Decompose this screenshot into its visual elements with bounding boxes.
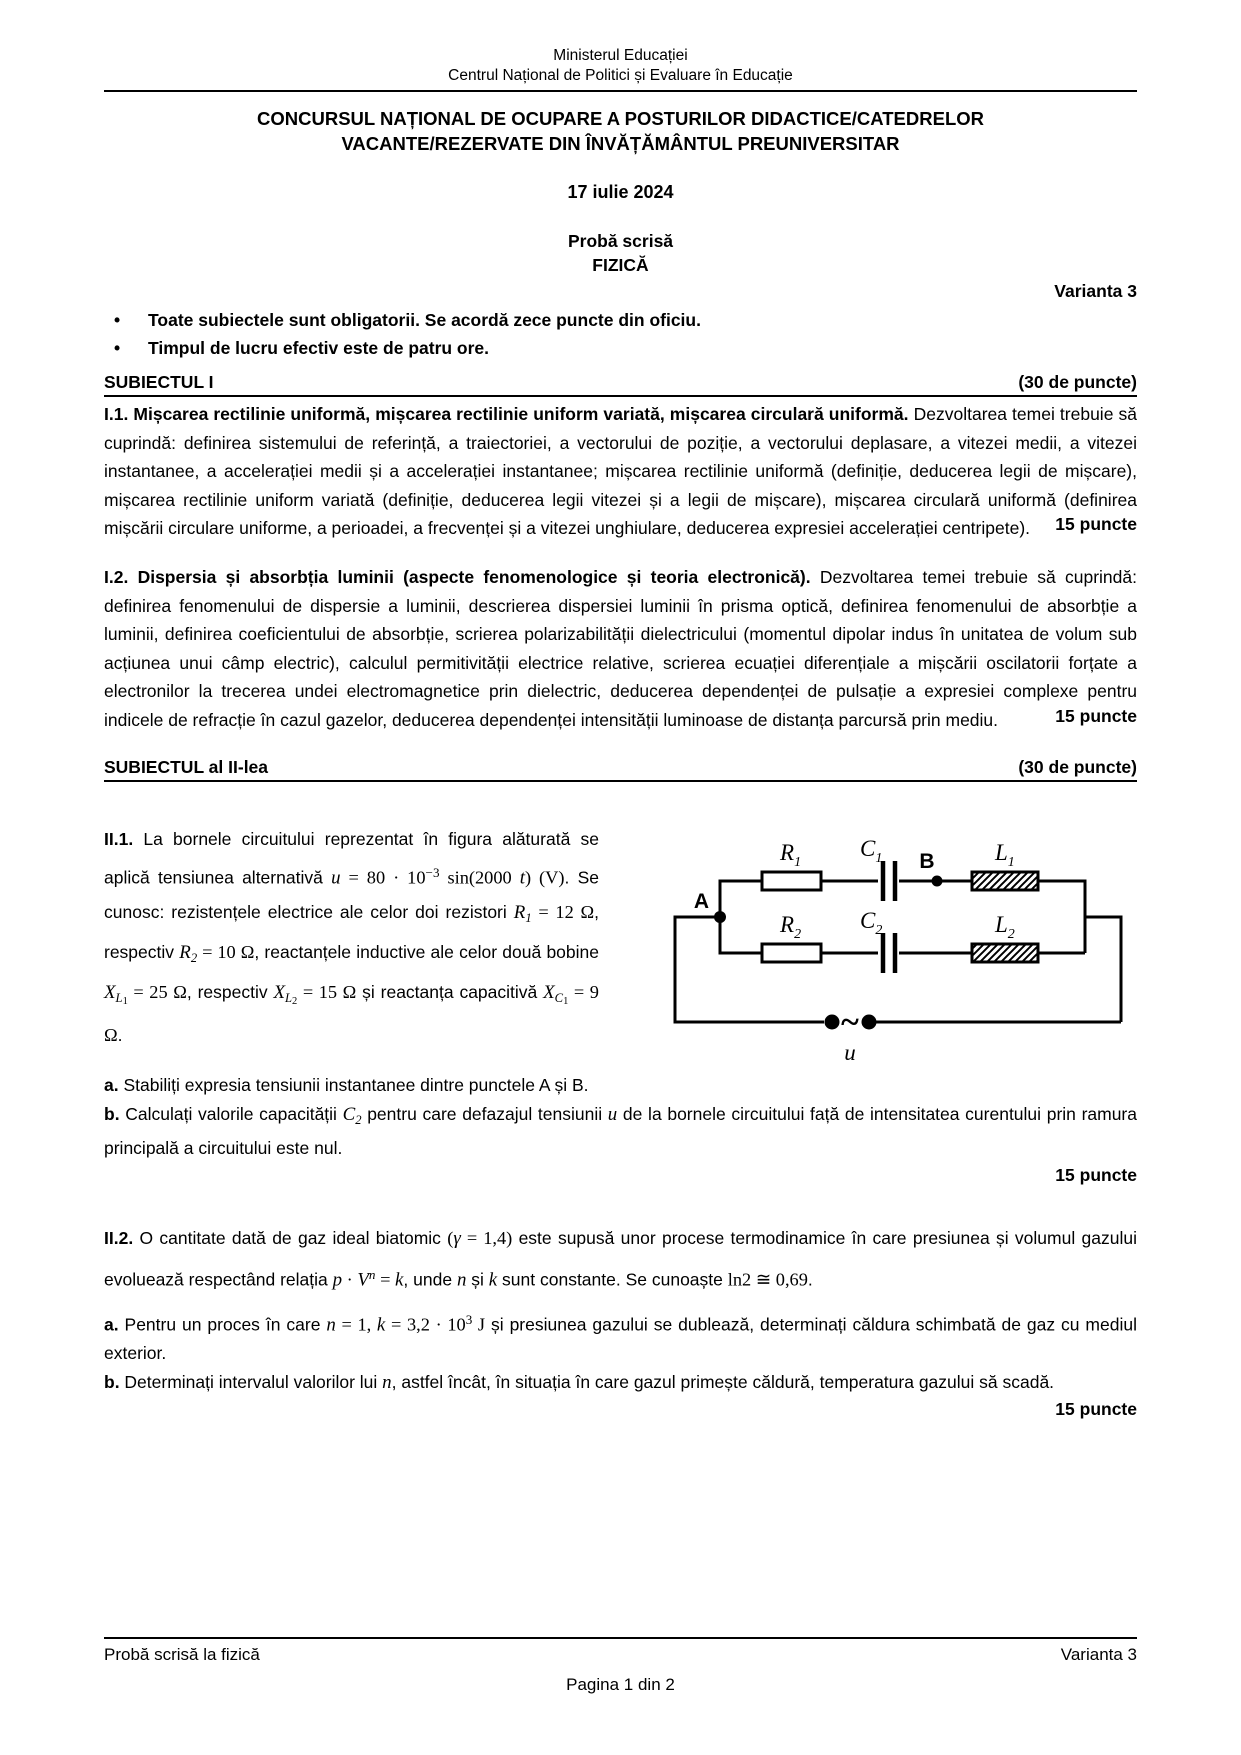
subject1-item1-text: I.1. Mișcarea rectilinie uniformă, mișcarea rectilinie uniform variată, mișcarea circulară uniformă. Dezvoltarea temei trebuie să cuprindă: definirea sistemului de referință, a traiectoriei, a vectorului de poziție, a vectorului deplasare, a vitezei medii, a vitezei instantanee, a accelerației medii și a accelerației instantanee; mișcarea rectilinie uniformă (definiție, deducerea legii de mișcare), mișcarea rectilinie uniform variată (definiție, deducerea legii vitezei și a legii de mișcare), mișcarea circulară uniformă (definirea mișcării circulare uniforme, a perioadei, a frecvenței și a vitezei unghiulare, deducerea expresiei accelerației centripete). [104, 404, 1137, 538]
problem-ii2-text: II.2. O cantitate dată de gaz ideal biatomic (γ = 1,4) este supusă unor procese termodinamice în care presiunea și volumul gazului evoluează respectând relația $p \cdot V^n = k$, unde n și k sunt constante. Se cunoaște ln2 ≅ 0,69. [104, 1228, 1137, 1291]
subject2-points: (30 de puncte) [1018, 756, 1137, 777]
exam-type: Probă scrisă [567, 231, 674, 251]
document-header [104, 46, 1137, 92]
subject2-title: SUBIECTUL al II-lea [104, 756, 269, 777]
source-voltage-label: u [844, 1039, 856, 1065]
label-l2: $L_2$ [995, 911, 1015, 942]
label-c1: $C_1$ [860, 835, 883, 866]
problem-ii1 [104, 822, 1137, 1071]
node-b-label: B [919, 849, 935, 873]
subject1-title: SUBIECTUL I [104, 372, 214, 392]
problem-ii1-points: 15 puncte [1055, 1165, 1137, 1186]
note-item: • Timpul de lucru efectiv este de patru ore. [104, 334, 1137, 362]
subject1-points: (30 de puncte) [1018, 372, 1137, 392]
exam-date: 17 iulie 2024 [567, 182, 674, 202]
page-footer [104, 1637, 1137, 1697]
subject2-heading [104, 757, 1137, 782]
problem-ii2-question-b: b. Determinați intervalul valorilor lui n, astfel încât, în situația în care gazul primește căldură, temperatura gazului să scadă. [104, 1372, 1055, 1394]
resistor-r2 [762, 944, 821, 962]
exam-notes [104, 306, 1137, 362]
subject1-item1-points: 15 puncte [1055, 514, 1137, 534]
circuit-diagram [625, 834, 1137, 1066]
title-line1: CONCURSUL NAȚIONAL DE OCUPARE A POSTURILOR DIDACTICE/CATEDRELOR [257, 108, 984, 129]
capacitor-c1 [883, 861, 895, 901]
coil-l2 [972, 944, 1038, 962]
ac-source-icon: ~ [841, 1003, 859, 1041]
resistor-r1 [762, 872, 821, 890]
header-center: Centrul Național de Politici și Evaluare în Educație [448, 67, 793, 84]
problem-ii2-question-a: a. Pentru un proces în care n = 1, $k = 3,2 \cdot 10^3$ J și presiunea gazului se dublează, determinați căldura schimbată de gaz cu mediul exterior. [104, 1311, 1137, 1364]
coil-l1 [972, 872, 1038, 890]
subject1-item2-text: I.2. Dispersia și absorbția luminii (aspecte fenomenologice și teoria electronică). Dezvoltarea temei trebuie să cuprindă: definirea fenomenului de dispersie a luminii, descrierea dispersiei luminii în prisma optică, definirea fenomenului de absorbție a luminii, definirea coeficientului de absorbție, scrierea polarizabilității dielectricului (momentul dipolar indus în unitatea de volum sub acțiunea unui câmp electric), calculul permitivității electrice relative, scrierea ecuației diferențiale a mișcării oscilatorii forțate a electronilor la trecerea undei electromagnetice prin dielectric, deducerea dependenței de pulsație a expresiei complexe pentru indicele de refracție în cazul gazelor, deducerea dependenței intensității luminoase de distanța parcursă prin mediu. [104, 567, 1137, 730]
exam-discipline: FIZICĂ [592, 255, 649, 275]
exam-type-block [104, 229, 1137, 277]
problem-ii1-text: II.1. La bornele circuitului reprezentat în figura alăturată se aplică tensiunea alternativă $u = 80 \cdot 10^{-3}$ sin(2000 t) (V). Se cunosc: rezistențele electrice ale celor doi rezistori $R_1 = 12$ Ω, respectiv $R_2 = 10$ Ω, reactanțele inductive ale celor două bobine $X_{L1} = 25$ Ω, respectiv $X_{L2} = 15$ Ω și reactanța capacitivă $X_{C1} = 9$ Ω. [104, 828, 599, 1046]
source-terminal-left [825, 1014, 840, 1029]
circuit-wires [675, 881, 1121, 1022]
footer-left: Probă scrisă la fizică [104, 1645, 260, 1664]
node-a-label: A [693, 889, 709, 913]
footer-row [104, 1643, 1137, 1667]
footer-variant: Varianta 3 [1060, 1645, 1137, 1664]
source-terminal-right [862, 1014, 877, 1029]
problem-ii1-question-b: b. Calculați valorile capacității $C_2$ pentru care defazajul tensiunii u de la bornele circuitului față de intensitatea curentului prin ramura principală a circuitului este nul. [104, 1103, 1137, 1159]
node-a-dot [714, 911, 726, 923]
label-r2: $R_2$ [780, 911, 802, 942]
subject1-heading [104, 372, 1137, 397]
note-item: • Toate subiectele sunt obligatorii. Se acordă zece puncte din oficiu. [104, 306, 1137, 334]
header-ministry: Ministerul Educației [553, 47, 688, 64]
label-r1: $R_1$ [780, 839, 802, 870]
variant-label: Varianta 3 [1054, 281, 1137, 301]
problem-ii1-figure [599, 822, 1137, 1071]
footer-page-number: Pagina 1 din 2 [566, 1675, 675, 1694]
title-line2: VACANTE/REZERVATE DIN ÎNVĂȚĂMÂNTUL PREUNIVERSITAR [341, 133, 900, 154]
label-l1: $L_1$ [995, 839, 1015, 870]
node-b-dot [932, 875, 943, 886]
capacitor-c2 [883, 933, 895, 973]
problem-ii2-points: 15 puncte [1055, 1399, 1137, 1420]
document-title [104, 106, 1137, 156]
label-c2: $C_2$ [860, 907, 883, 938]
subject1-item2-points: 15 puncte [1055, 705, 1137, 726]
problem-ii1-question-a: a. Stabiliți expresia tensiunii instantanee dintre punctele A și B. [104, 1074, 589, 1095]
